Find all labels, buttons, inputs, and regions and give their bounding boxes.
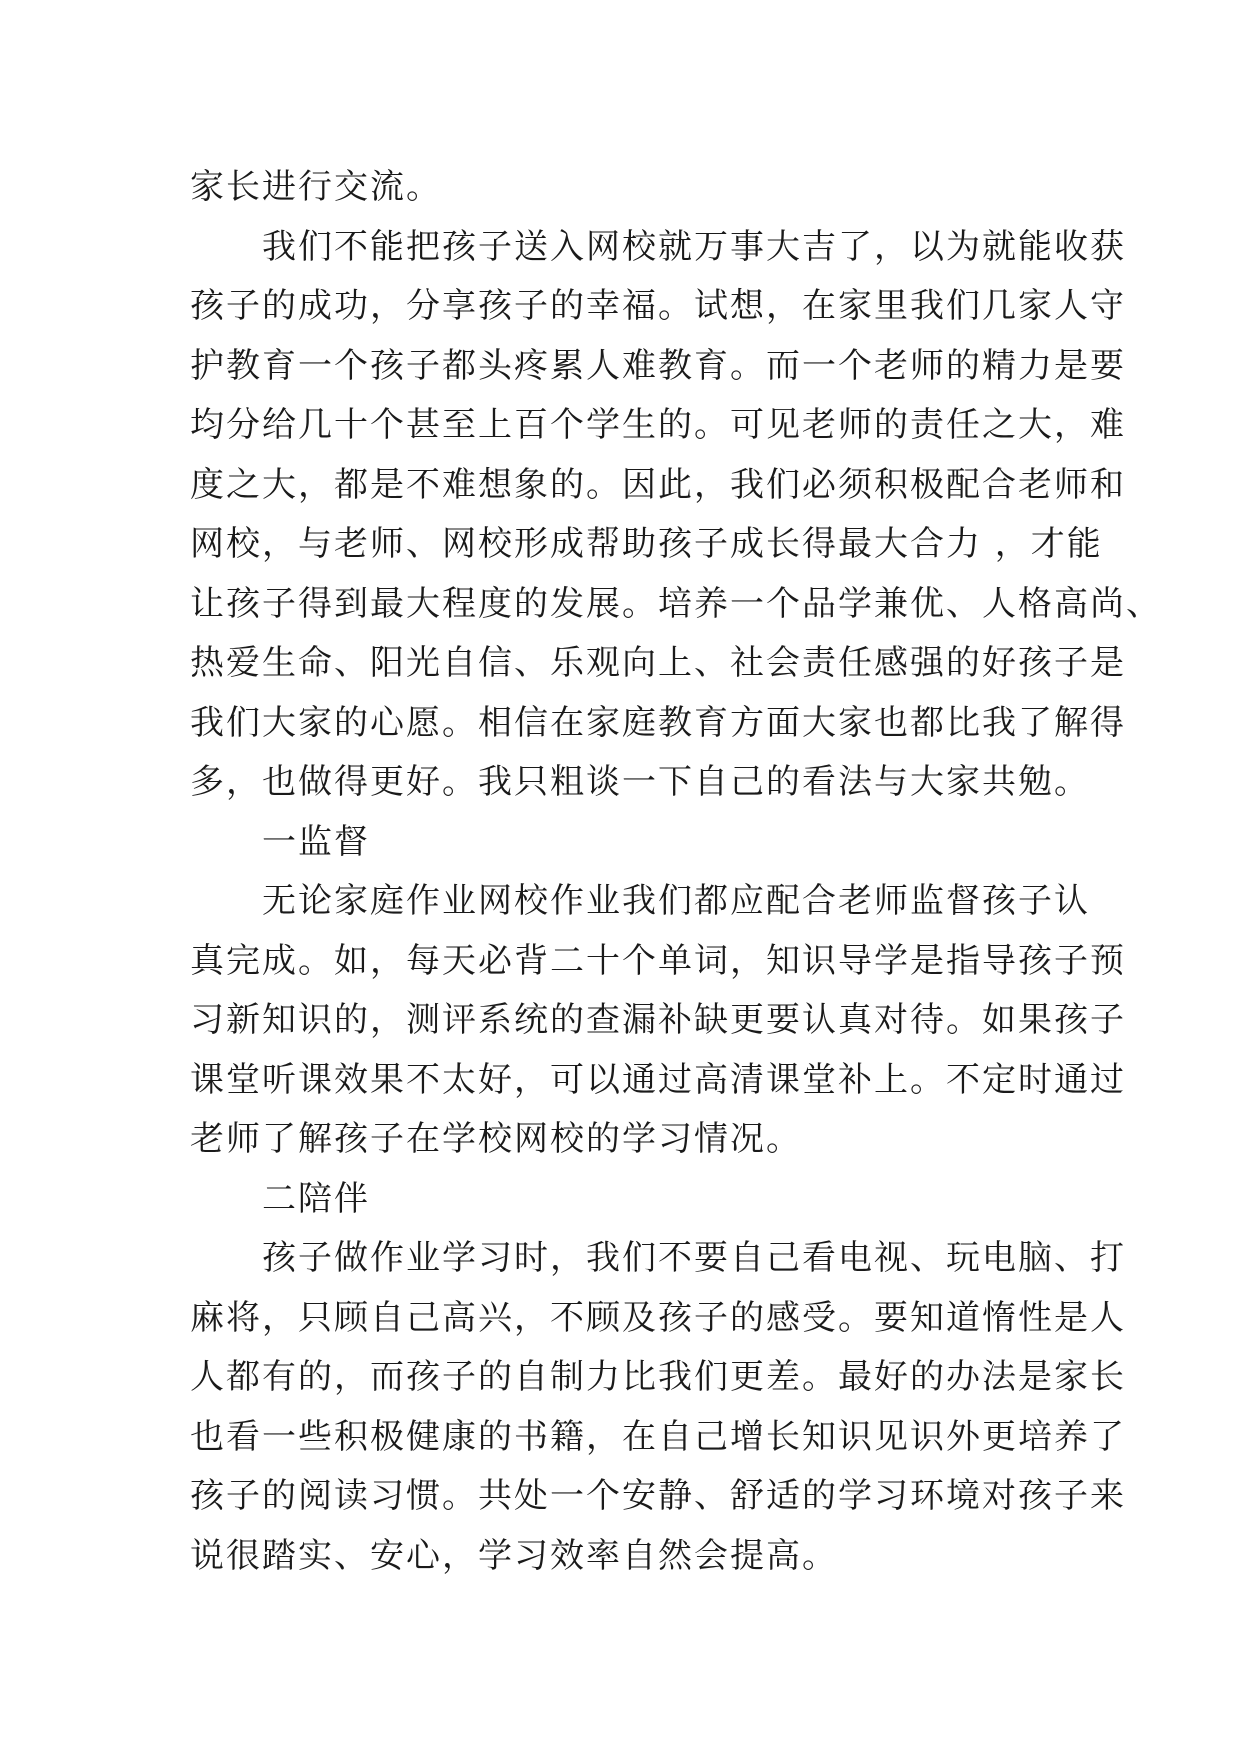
text-line: 网校，与老师、网校形成帮助孩子成长得最大合力 ，才能: [190, 524, 1103, 564]
text-line: 度之大，都是不难想象的。因此，我们必须积极配合老师和: [190, 464, 1126, 505]
body-text: [190, 158, 1162, 1586]
text-line: 让孩子得到最大程度的发展。培养一个品学兼优、人格高尚、: [190, 583, 1162, 624]
text-line: 孩子的阅读习惯。共处一个安静、舒适的学习环境对孩子来: [190, 1476, 1126, 1516]
text-line: 孩子的成功，分享孩子的幸福。试想，在家里我们几家人守: [190, 286, 1126, 326]
text-line: 均分给几十个甚至上百个学生的。可见老师的责任之大，难: [190, 405, 1126, 445]
section-heading: 一监督: [190, 821, 370, 862]
text-line: 我们不能把孩子送入网校就万事大吉了，以为就能收获: [190, 226, 1126, 267]
text-line: 课堂听课效果不太好，可以通过高清课堂补上。不定时通过: [190, 1059, 1126, 1100]
text-line: 护教育一个孩子都头疼累人难教育。而一个老师的精力是要: [190, 345, 1126, 386]
text-line: 老师了解孩子在学校网校的学习情况。: [190, 1119, 802, 1159]
text-line: 家长进行交流。: [190, 167, 442, 207]
text-line: 真完成。如，每天必背二十个单词，知识导学是指导孩子预: [190, 940, 1126, 981]
text-line: 人都有的，而孩子的自制力比我们更差。最好的办法是家长: [190, 1357, 1126, 1397]
text-line: 麻将，只顾自己高兴，不顾及孩子的感受。要知道惰性是人: [190, 1297, 1126, 1338]
section-heading: 二陪伴: [190, 1178, 370, 1219]
text-line: 说很踏实、安心，学习效率自然会提高。: [190, 1535, 838, 1576]
text-line: 多，也做得更好。我只粗谈一下自己的看法与大家共勉。: [190, 762, 1090, 802]
text-line: 无论家庭作业网校作业我们都应配合老师监督孩子认: [190, 881, 1090, 921]
text-line: 习新知识的，测评系统的查漏补缺更要认真对待。如果孩子: [190, 1000, 1126, 1040]
text-line: 孩子做作业学习时，我们不要自己看电视、玩电脑、打: [190, 1238, 1126, 1278]
text-line: 也看一些积极健康的书籍，在自己增长知识见识外更培养了: [190, 1416, 1126, 1457]
text-line: 我们大家的心愿。相信在家庭教育方面大家也都比我了解得: [190, 702, 1126, 743]
text-line: 热爱生命、阳光自信、乐观向上、社会责任感强的好孩子是: [190, 643, 1126, 683]
